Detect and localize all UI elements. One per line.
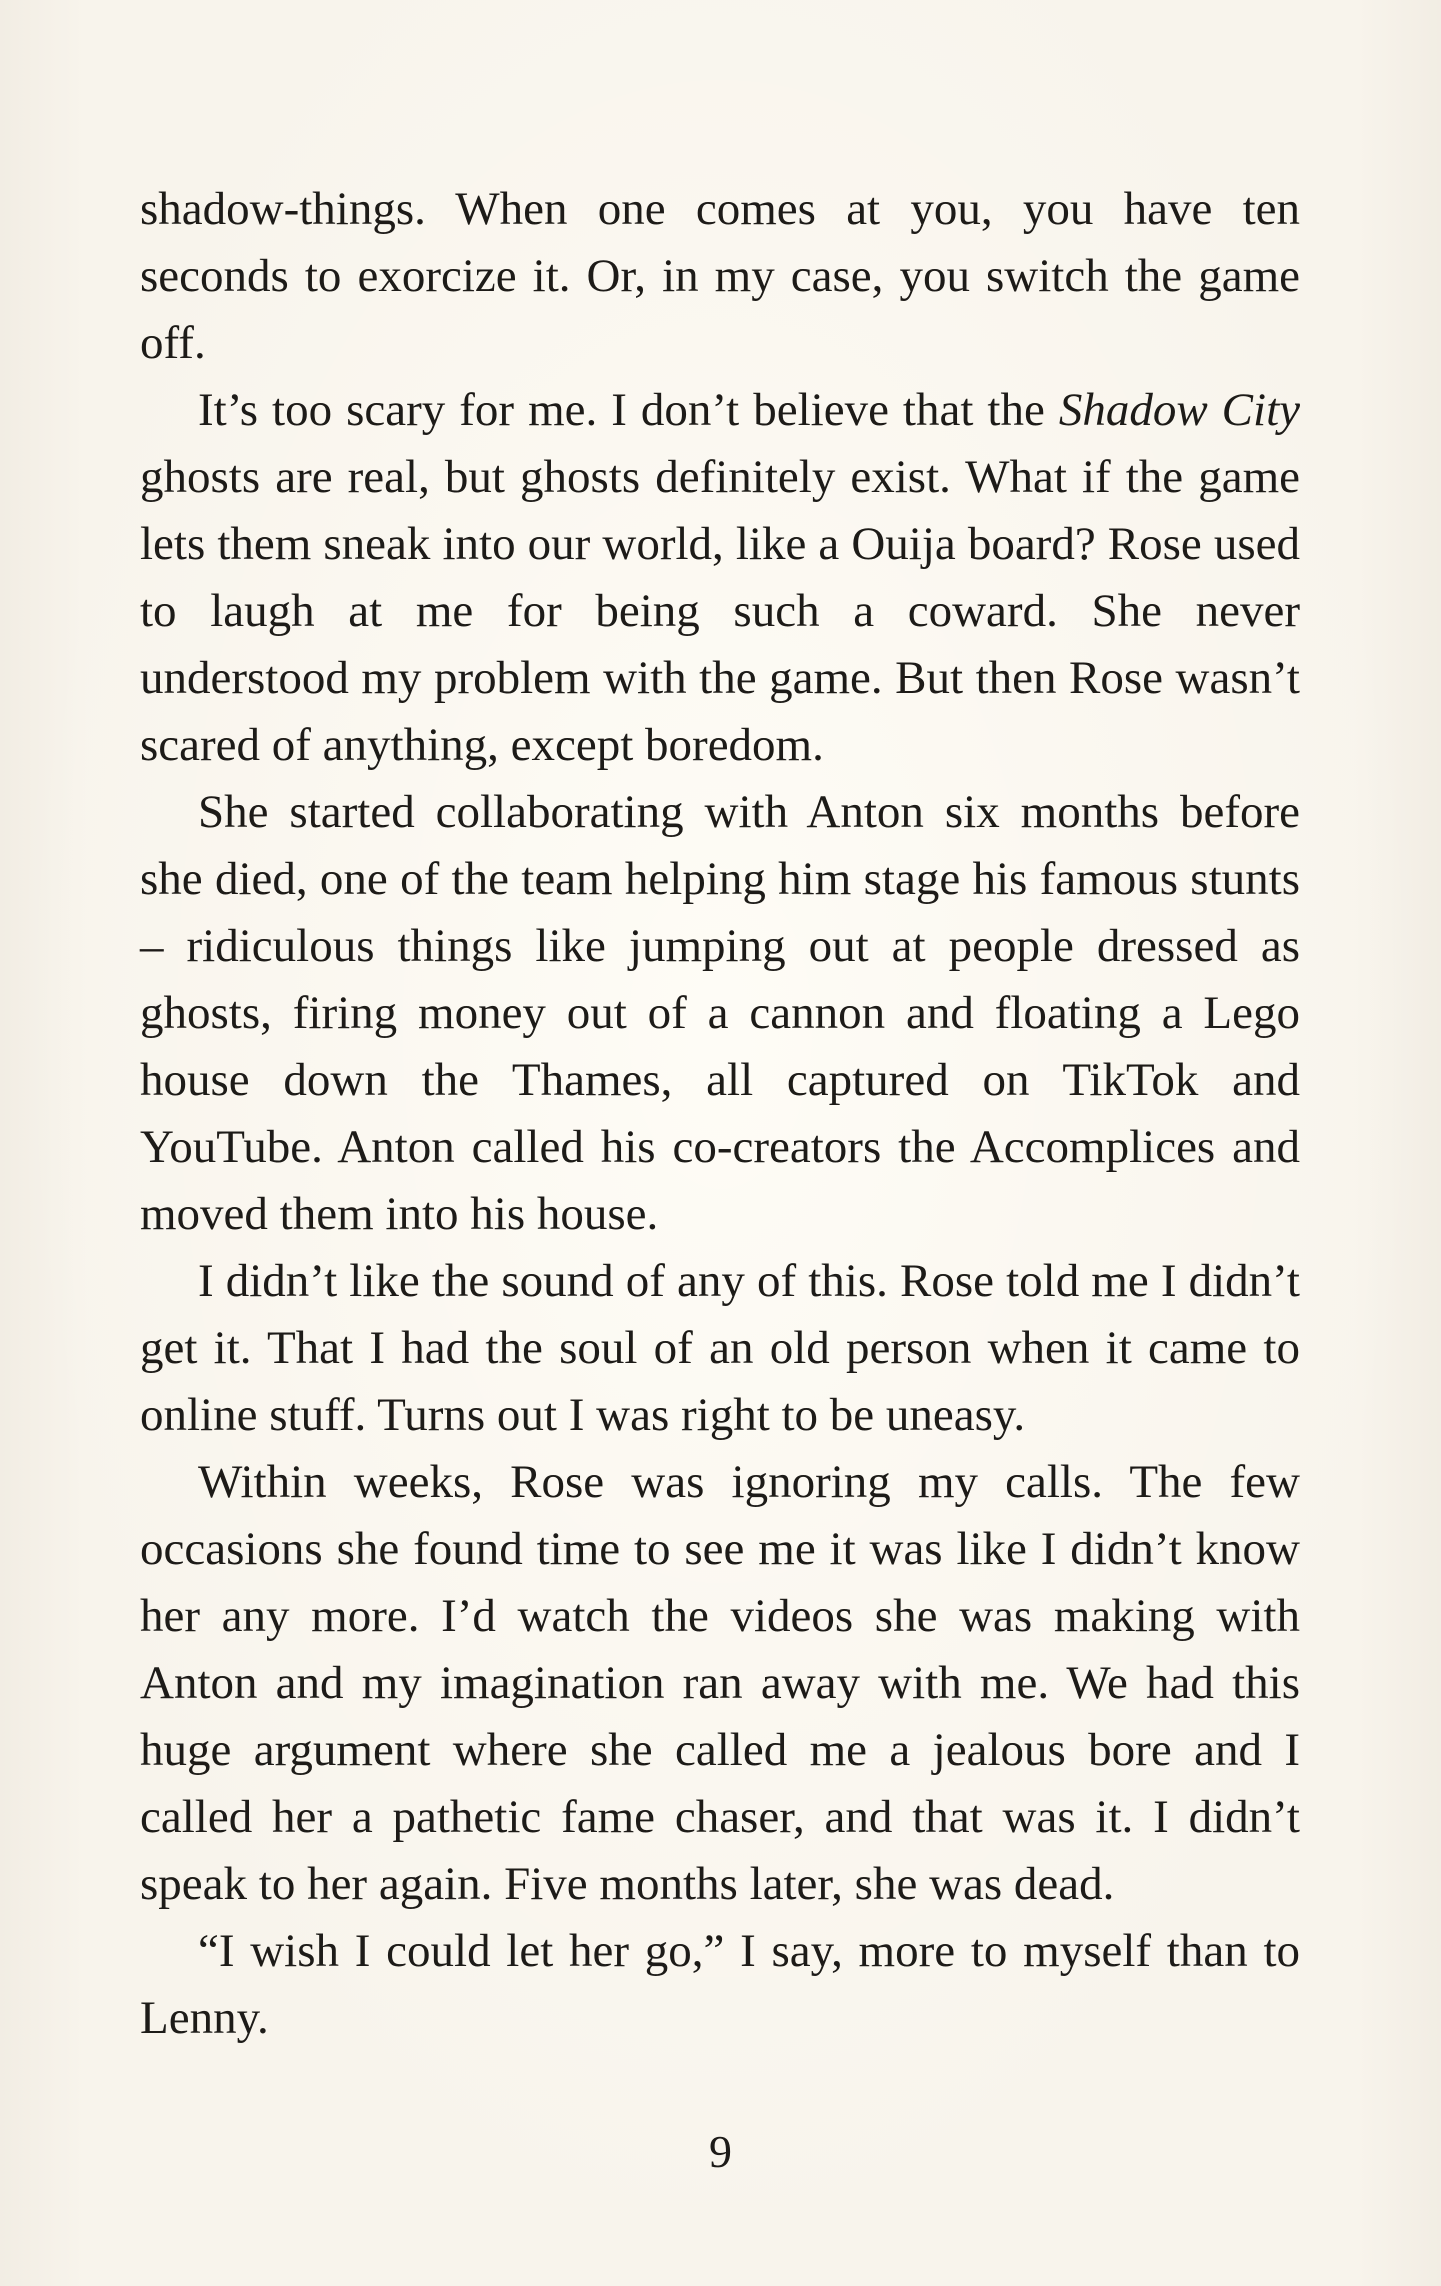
paragraph — [140, 1248, 1300, 1449]
text-run: I didn’t like the sound of any of this. Rose told me I didn’t get it. That I had the soul of an old person when it came to online stuff. Turns out I was right to be uneasy. — [140, 1255, 1300, 1441]
paragraph — [140, 176, 1300, 377]
italic-title: Shadow City — [1058, 384, 1300, 436]
text-run: She started collaborating with Anton six months before she died, one of the team helping him stage his famous stunts – ridiculous things like jumping out at people dressed as ghosts, firing money out of a cannon and floating a Lego house down the Thames, all captured on TikTok and YouTube. Anton called his co-creators the Accomplices and moved them into his house. — [140, 786, 1300, 1240]
paragraph — [140, 1449, 1300, 1918]
body-text — [140, 176, 1300, 2052]
page-number: 9 — [709, 2126, 732, 2177]
text-run: ghosts are real, but ghosts definitely exist. What if the game lets them sneak into our world, like a Ouija board? Rose used to laugh at me for being such a coward. She never understood my problem with the game. But then Rose wasn’t scared of anything, except boredom. — [140, 451, 1300, 771]
text-run: shadow-things. When one comes at you, you have ten seconds to exorcize it. Or, in my case, you switch the game off. — [140, 183, 1300, 369]
paragraph — [140, 377, 1300, 779]
text-run: “I wish I could let her go,” I say, more to myself than to Lenny. — [140, 1925, 1300, 2044]
paragraph — [140, 779, 1300, 1248]
paragraph — [140, 1918, 1300, 2052]
text-run: Within weeks, Rose was ignoring my calls. The few occasions she found time to see me it was like I didn’t know her any more. I’d watch the videos she was making with Anton and my imagination ran away with me. We had this huge argument where she called me a jealous bore and I called her a pathetic fame chaser, and that was it. I didn’t speak to her again. Five months later, she was dead. — [140, 1456, 1300, 1910]
text-run: It’s too scary for me. I don’t believe that the — [198, 384, 1059, 436]
